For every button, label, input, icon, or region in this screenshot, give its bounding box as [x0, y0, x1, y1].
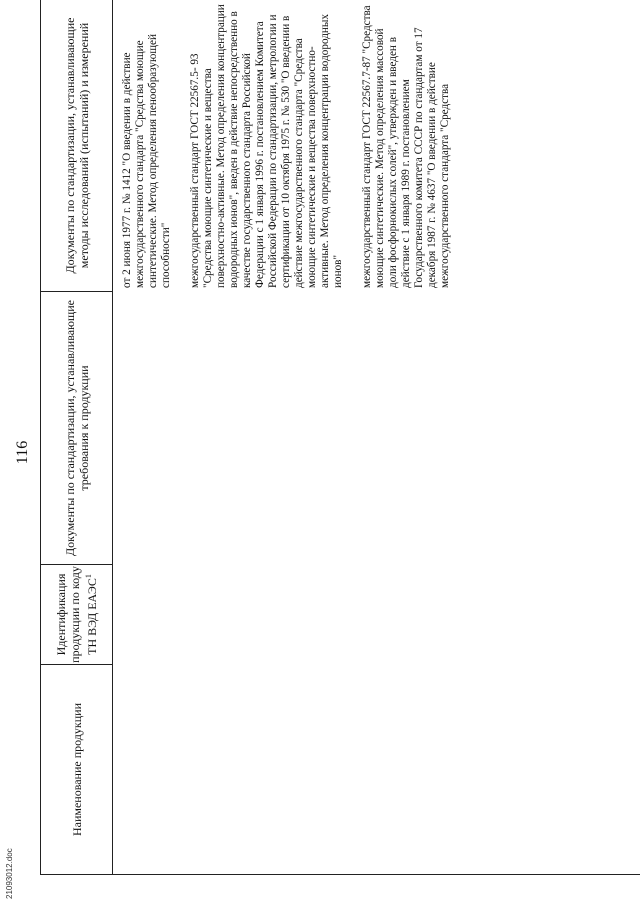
header-tn-ved-line2: продукции по коду [68, 566, 82, 663]
header-test-methods-text: Документы по стандартизации, устанавливающие методы исследований (испытаний) и измерений [62, 17, 91, 274]
footer-doc-filename: 21093012.doc [5, 848, 14, 899]
table-header-bottom-border [112, 0, 113, 875]
header-product-name [41, 665, 112, 874]
header-tn-ved-line3: ТН ВЭД ЕАЭС [85, 578, 99, 655]
header-product-requirements-text: Документы по стандартизации, устанавливающие требования к продукции [62, 300, 91, 556]
footnote-marker: 1 [84, 574, 93, 579]
table-left-border [40, 874, 640, 875]
gost-22567-5-entry: межгосударственный стандарт ГОСТ 22567.5- 93 "Средства моющие синтетические и вещества поверхностно-активные. Метод определения концентрации водородных ионов", введен в действие непосредственно в качестве государственного стандарта Российской Федерации с 1 января 1996 г. постановлением Комитета Российской Федерации по стандартизации, метрологии и сертификации от 10 октября 1975 г. № 530 "О введении в действие межгосударственного стандарта "Средства моющие синтетические и вещества поверхностно-активные. Метод определения концентрации водородных ионов" [189, 4, 344, 288]
gost-22567-7-entry: межгосударственный стандарт ГОСТ 22567.7-87 "Средства моющие синтетические. Метод определения массовой доли фосфорнокислых солей", утвержден и введен в действие с 1 января 1989 г. постановлением Государственного комитета СССР по стандартам от 17 декабря 1987 г. № 4637 "О введении в действие межгосударственного стандарта "Средства [361, 5, 451, 288]
gost-22567-2-entry-tail: от 2 июня 1977 г. № 1412 "О введении в действие межгосударственного стандарта "Средства моющие синтетические. Метод определения пенообразующей способности" [121, 34, 172, 288]
header-product-name-text: Наименование продукции [69, 702, 84, 837]
header-product-requirements [41, 294, 112, 562]
header-tn-ved-line1: Идентификация [54, 573, 68, 656]
page-number: 116 [14, 440, 31, 465]
col-divider-3 [40, 291, 112, 292]
header-tn-ved-code [41, 565, 112, 664]
header-test-methods [41, 0, 112, 291]
test-methods-cell [121, 3, 468, 288]
